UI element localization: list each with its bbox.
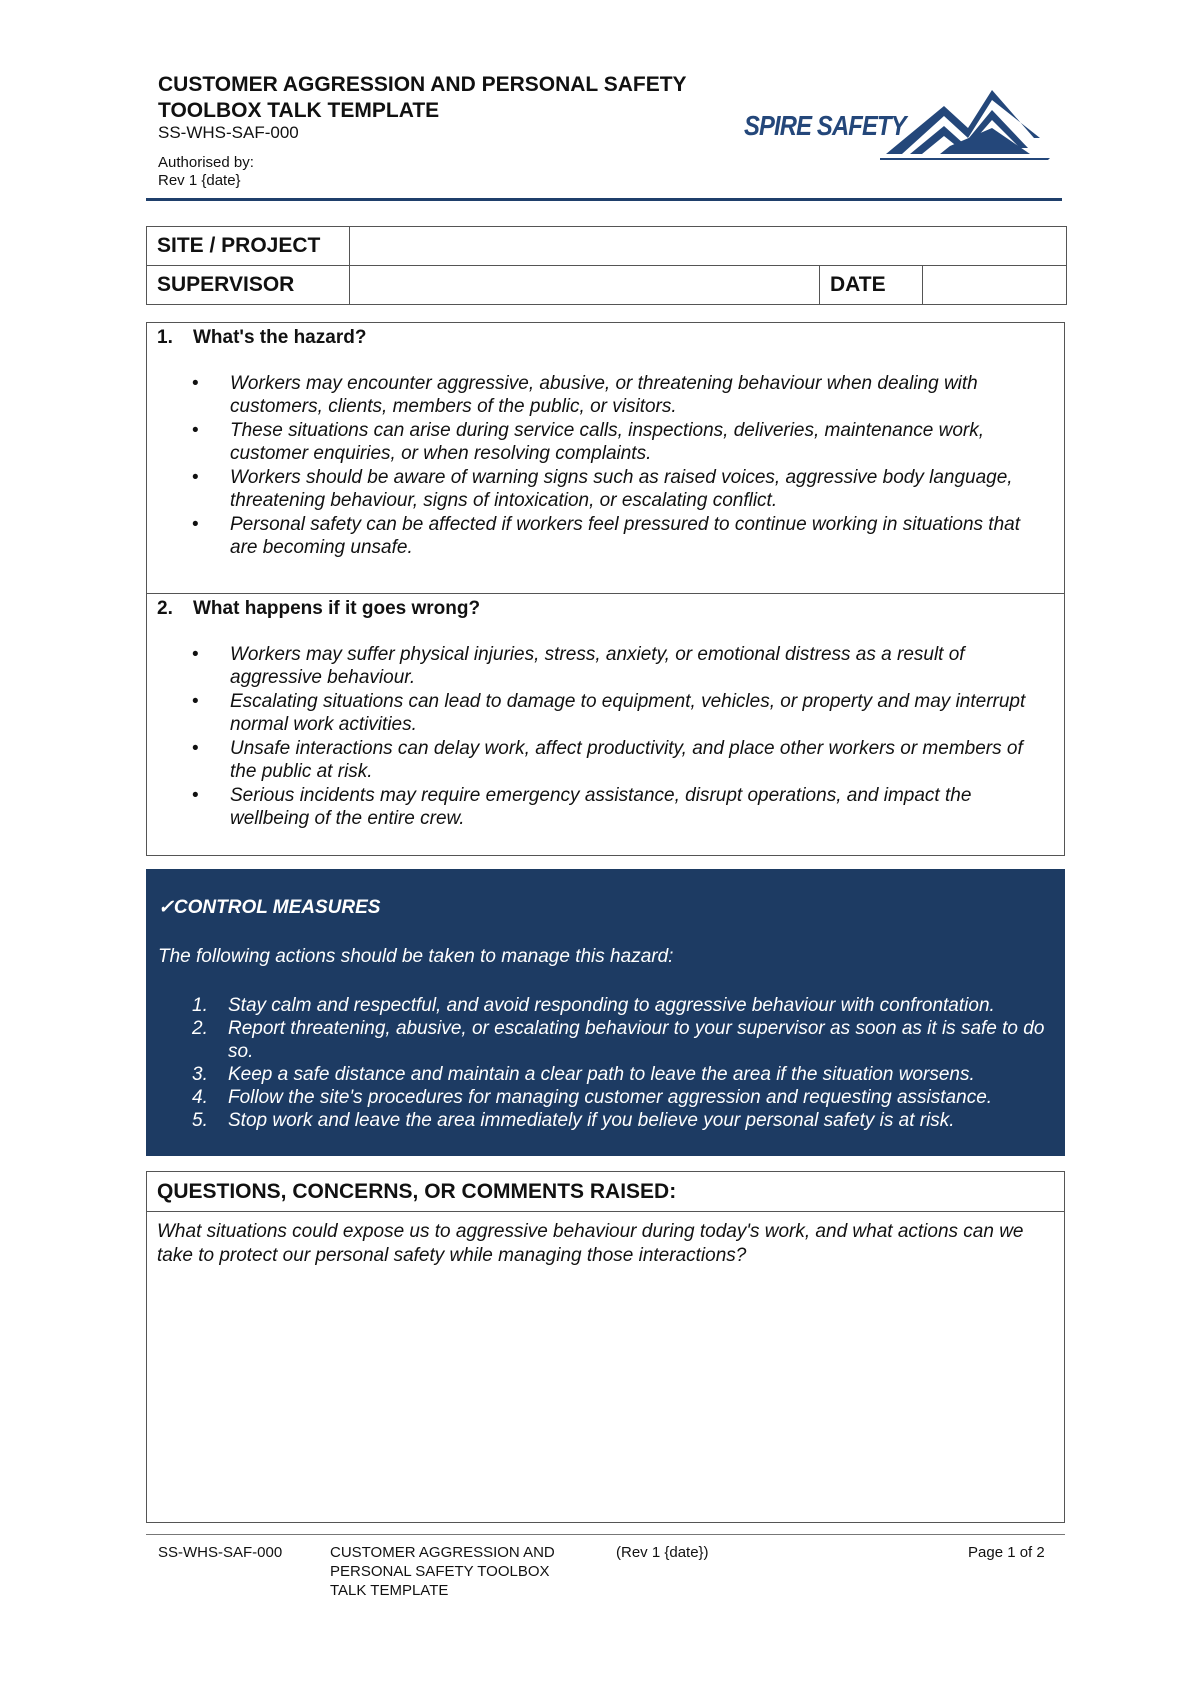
list-item: • Workers may suffer physical injuries, stress, anxiety, or emotional distress as a result of aggressive behaviour.	[192, 644, 965, 688]
title-line-1: CUSTOMER AGGRESSION AND PERSONAL SAFETY	[158, 73, 687, 96]
mountain-logo-icon	[880, 88, 1050, 160]
list-item: 2. Report threatening, abusive, or escalating behaviour to your supervisor as soon as it is safe to do so.	[192, 1018, 1045, 1062]
supervisor-field[interactable]	[350, 266, 820, 305]
list-item: • Unsafe interactions can delay work, affect productivity, and place other workers or members of the public at risk.	[192, 738, 1023, 782]
title-line-2: TOOLBOX TALK TEMPLATE	[158, 99, 440, 122]
header-divider	[146, 198, 1062, 201]
document-code: SS-WHS-SAF-000	[158, 123, 299, 142]
logo-text: SPIRE SAFETY	[744, 110, 906, 141]
hazard-section	[146, 322, 1065, 594]
supervisor-label: SUPERVISOR	[147, 266, 350, 305]
revision: Rev 1 {date}	[158, 172, 241, 189]
list-item: • Serious incidents may require emergency assistance, disrupt operations, and impact the wellbeing of the entire crew.	[192, 785, 972, 829]
list-item: 1. Stay calm and respectful, and avoid responding to aggressive behaviour with confrontation.	[192, 995, 995, 1016]
authorised-by: Authorised by:	[158, 154, 254, 171]
company-logo	[744, 88, 1050, 160]
consequences-section	[146, 593, 1065, 856]
questions-heading: QUESTIONS, CONCERNS, OR COMMENTS RAISED:	[157, 1180, 677, 1203]
list-item: • Personal safety can be affected if workers feel pressured to continue working in situations that are becoming unsafe.	[192, 514, 1020, 558]
list-item: 5. Stop work and leave the area immediately if you believe your personal safety is at risk.	[192, 1110, 955, 1131]
questions-comment-area[interactable]: What situations could expose us to aggressive behaviour during today's work, and what actions can we take to protect our personal safety while managing those interactions?	[157, 1221, 1024, 1266]
authorisation-block	[158, 154, 254, 190]
footer-revision: (Rev 1 {date})	[616, 1544, 709, 1561]
list-item: • These situations can arise during service calls, inspections, deliveries, maintenance work, customer enquiries, or when resolving complaints.	[192, 420, 985, 464]
list-item: • Escalating situations can lead to damage to equipment, vehicles, or property and may interrupt normal work activities.	[192, 691, 1026, 735]
hazard-heading: 1. What's the hazard?	[157, 327, 367, 348]
questions-section	[146, 1171, 1065, 1523]
control-measures-heading: ✓CONTROL MEASURES	[158, 897, 381, 918]
footer-page-number: Page 1 of 2	[968, 1544, 1045, 1561]
list-item: • Workers should be aware of warning signs such as raised voices, aggressive body language, threatening behaviour, signs of intoxication, or escalating conflict.	[192, 467, 1013, 511]
site-project-field[interactable]	[350, 227, 1067, 266]
site-project-label: SITE / PROJECT	[147, 227, 350, 266]
footer-divider	[146, 1534, 1065, 1535]
document-title	[158, 72, 758, 124]
consequences-heading: 2. What happens if it goes wrong?	[157, 598, 481, 619]
date-label: DATE	[820, 266, 923, 305]
questions-header	[147, 1172, 1064, 1212]
control-measures-panel	[146, 869, 1065, 1156]
list-item: • Workers may encounter aggressive, abusive, or threatening behaviour when dealing with customers, clients, members of the public, or visitors.	[192, 373, 978, 417]
date-field[interactable]	[923, 266, 1067, 305]
consequences-list	[192, 643, 1042, 831]
footer-doc-code: SS-WHS-SAF-000	[158, 1544, 283, 1561]
footer-title: CUSTOMER AGGRESSION AND PERSONAL SAFETY TOOLBOX TALK TEMPLATE	[330, 1544, 555, 1599]
list-item: 4. Follow the site's procedures for managing customer aggression and requesting assistance.	[192, 1087, 993, 1108]
list-item: 3. Keep a safe distance and maintain a clear path to leave the area if the situation worsens.	[192, 1064, 975, 1085]
info-table	[146, 226, 1067, 305]
control-measures-intro: The following actions should be taken to manage this hazard:	[158, 946, 674, 967]
hazard-list	[192, 372, 1042, 560]
control-measures-list	[192, 994, 1054, 1132]
